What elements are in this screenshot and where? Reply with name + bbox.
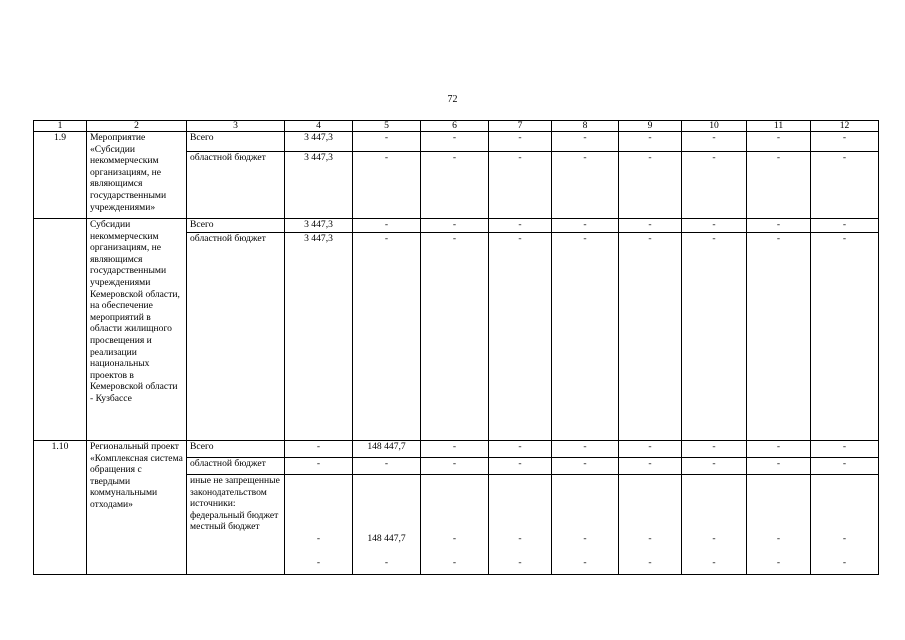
table-row	[34, 132, 879, 152]
value-cell: -	[421, 233, 489, 441]
value-cell: -	[747, 219, 811, 233]
value-cell: -	[552, 458, 619, 475]
funding-source: Всего	[187, 219, 285, 233]
funding-source: Всего	[187, 132, 285, 152]
value-cell: -	[682, 233, 747, 441]
value-cell: 3 447,3	[285, 219, 353, 233]
value-cell: -	[811, 132, 879, 152]
local-value: -	[712, 556, 716, 568]
value-cell: -	[421, 458, 489, 475]
local-value: -	[776, 556, 781, 568]
federal-value: -	[583, 533, 587, 544]
value-cell: -	[552, 152, 619, 219]
header-cell: 5	[353, 121, 421, 132]
local-value: -	[583, 556, 587, 568]
other-sources-label: иные не запрещенные законодательством источники:	[190, 475, 280, 510]
value-cell: -	[489, 233, 552, 441]
local-budget-label: местный бюджет	[190, 521, 260, 533]
header-cell: 7	[489, 121, 552, 132]
value-cell: -	[552, 219, 619, 233]
value-cell: -	[811, 219, 879, 233]
value-cell: -	[353, 219, 421, 233]
federal-value: -	[452, 533, 457, 544]
value-cell: -	[489, 152, 552, 219]
federal-budget-label: федеральный бюджет	[190, 509, 279, 521]
value-cell: -	[682, 441, 747, 458]
table-row	[34, 441, 879, 458]
value-cell: -	[353, 233, 421, 441]
value-cell: -	[353, 152, 421, 219]
value-cell: -	[811, 441, 879, 458]
header-cell: 11	[747, 121, 811, 132]
value-cell: -	[619, 458, 682, 475]
funding-source: областной бюджет	[187, 458, 285, 475]
header-row	[34, 121, 879, 132]
federal-value: -	[842, 533, 847, 544]
measure-name: Мероприятие «Субсидии некоммерческим организациям, не являющимся государственными учреждениями»	[87, 132, 187, 219]
value-cell: -	[489, 132, 552, 152]
header-cell: 8	[552, 121, 619, 132]
value-cell	[747, 475, 811, 575]
value-cell: -	[619, 233, 682, 441]
value-cell: -	[552, 233, 619, 441]
budget-table	[33, 120, 879, 575]
header-cell: 1	[34, 121, 87, 132]
value-cell: -	[747, 233, 811, 441]
row-number: 1.9	[34, 132, 87, 219]
federal-value: 148 447,7	[367, 533, 406, 544]
header-cell: 10	[682, 121, 747, 132]
value-cell: -	[747, 132, 811, 152]
value-cell: -	[552, 132, 619, 152]
value-cell: -	[489, 458, 552, 475]
value-cell	[811, 475, 879, 575]
page-number: 72	[447, 94, 458, 105]
value-cell: -	[682, 152, 747, 219]
value-cell	[421, 475, 489, 575]
local-value: -	[518, 556, 522, 568]
value-cell: -	[682, 458, 747, 475]
local-value: -	[384, 556, 389, 568]
value-cell	[285, 475, 353, 575]
funding-source: областной бюджет	[187, 233, 285, 441]
value-cell	[552, 475, 619, 575]
value-cell: -	[747, 152, 811, 219]
table-row	[34, 219, 879, 233]
value-cell: -	[811, 458, 879, 475]
value-cell: 148 447,7	[353, 441, 421, 458]
value-cell	[489, 475, 552, 575]
local-value: -	[842, 556, 847, 568]
value-cell: -	[619, 219, 682, 233]
local-value: -	[316, 556, 321, 568]
header-cell: 12	[811, 121, 879, 132]
local-value: -	[648, 556, 652, 568]
value-cell: -	[421, 219, 489, 233]
measure-name: Региональный проект «Комплексная система обращения с твердыми коммунальными отходами»	[87, 441, 187, 575]
value-cell	[619, 475, 682, 575]
value-cell: -	[811, 152, 879, 219]
row-number: 1.10	[34, 441, 87, 575]
header-cell: 9	[619, 121, 682, 132]
value-cell: 3 447,3	[285, 132, 353, 152]
value-cell: 3 447,3	[285, 152, 353, 219]
value-cell: -	[552, 441, 619, 458]
value-cell: -	[353, 132, 421, 152]
header-cell: 2	[87, 121, 187, 132]
funding-source: областной бюджет	[187, 152, 285, 219]
value-cell: -	[682, 219, 747, 233]
value-cell: 3 447,3	[285, 233, 353, 441]
row-number	[34, 219, 87, 441]
federal-value: -	[648, 533, 652, 544]
value-cell: -	[682, 132, 747, 152]
value-cell: -	[353, 458, 421, 475]
measure-name: Субсидии некоммерческим организациям, не являющимся государственными учреждениями Кемеровской области, на обеспечение мероприятий в области жилищного просвещения и реализации национальных проектов в Кемеровской области - Кузбассе	[87, 219, 187, 441]
federal-value: -	[316, 533, 321, 544]
value-cell	[682, 475, 747, 575]
value-cell: -	[421, 441, 489, 458]
value-cell: -	[619, 441, 682, 458]
value-cell: -	[421, 132, 489, 152]
value-cell: -	[489, 219, 552, 233]
value-cell: -	[619, 132, 682, 152]
value-cell: -	[619, 152, 682, 219]
federal-value: -	[518, 533, 522, 544]
federal-value: -	[712, 533, 716, 544]
federal-value: -	[776, 533, 781, 544]
header-cell: 6	[421, 121, 489, 132]
value-cell: -	[285, 441, 353, 458]
value-cell: -	[811, 233, 879, 441]
header-cell: 4	[285, 121, 353, 132]
header-cell: 3	[187, 121, 285, 132]
value-cell: -	[747, 458, 811, 475]
value-cell	[353, 475, 421, 575]
funding-source	[187, 475, 285, 575]
value-cell: -	[489, 441, 552, 458]
value-cell: -	[421, 152, 489, 219]
funding-source: Всего	[187, 441, 285, 458]
local-value: -	[452, 556, 457, 568]
value-cell: -	[747, 441, 811, 458]
value-cell: -	[285, 458, 353, 475]
